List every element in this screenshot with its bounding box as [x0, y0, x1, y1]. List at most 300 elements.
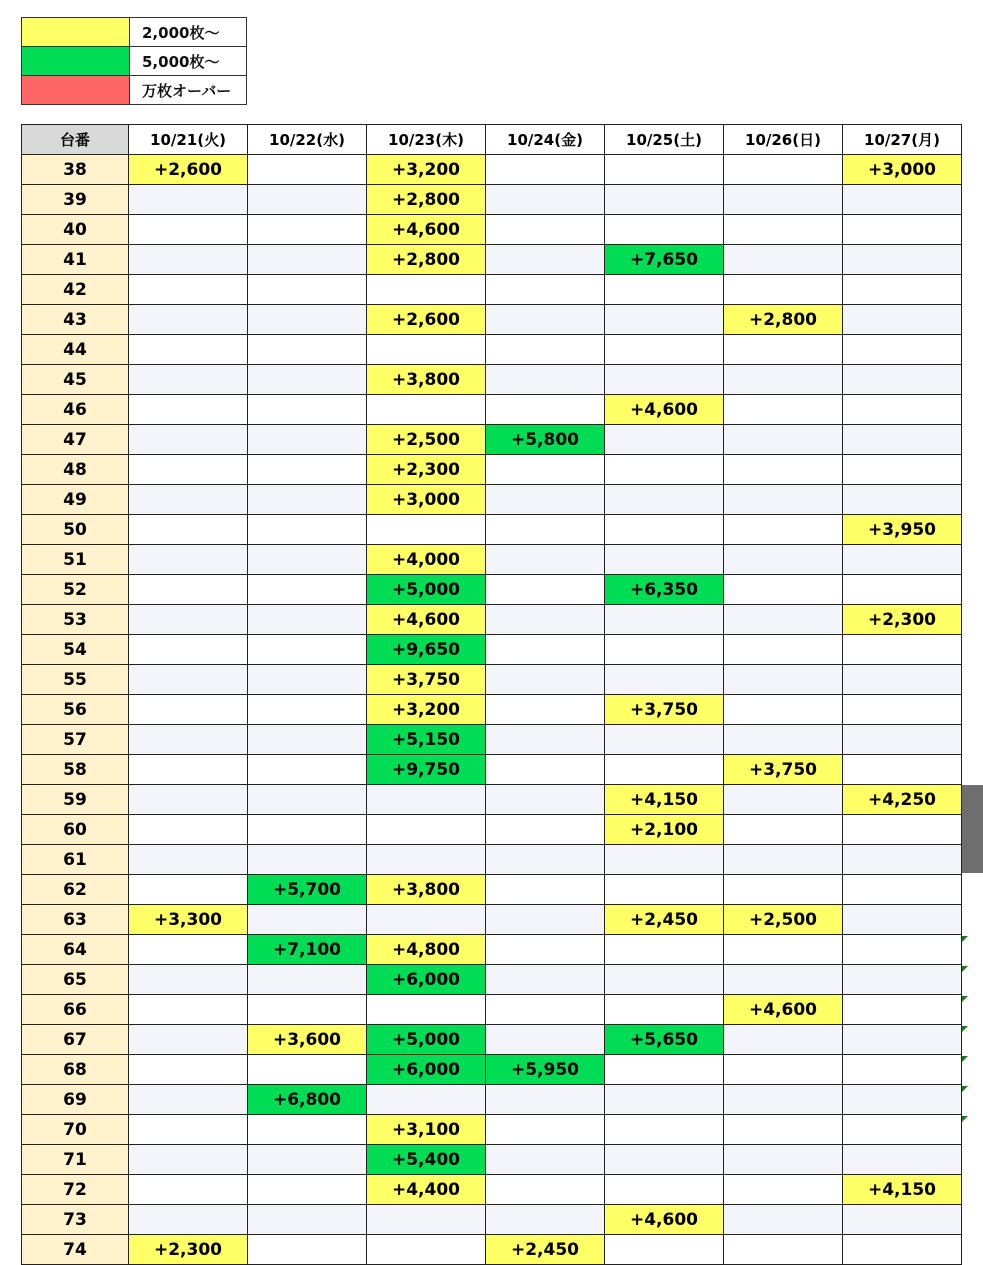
result-cell: +3,750: [605, 695, 724, 725]
result-cell: [843, 815, 962, 845]
result-cell: +9,750: [367, 755, 486, 785]
result-cell: [248, 215, 367, 245]
result-cell: [843, 755, 962, 785]
result-cell: +2,600: [367, 305, 486, 335]
date-column-header: 10/25(土): [605, 125, 724, 155]
result-cell: [129, 935, 248, 965]
result-cell: [605, 605, 724, 635]
result-cell: [248, 155, 367, 185]
result-cell: [843, 1205, 962, 1235]
result-cell: [605, 965, 724, 995]
result-cell: [248, 1145, 367, 1175]
machine-number-cell: 48: [22, 455, 129, 485]
result-cell: +2,800: [367, 245, 486, 275]
result-cell: +5,700: [248, 875, 367, 905]
result-cell: [605, 365, 724, 395]
result-cell: [129, 635, 248, 665]
machine-number-cell: 44: [22, 335, 129, 365]
result-cell: [724, 815, 843, 845]
result-cell: [129, 365, 248, 395]
result-cell: +3,200: [367, 155, 486, 185]
table-row: [22, 995, 962, 1025]
result-cell: [486, 1145, 605, 1175]
table-row: [22, 605, 962, 635]
result-cell: [724, 1025, 843, 1055]
date-column-header: 10/22(水): [248, 125, 367, 155]
result-cell: [486, 365, 605, 395]
result-cell: [724, 155, 843, 185]
machine-number-cell: 71: [22, 1145, 129, 1175]
result-cell: [724, 185, 843, 215]
result-cell: [724, 425, 843, 455]
result-cell: [248, 545, 367, 575]
result-cell: [843, 1025, 962, 1055]
result-cell: [605, 1175, 724, 1205]
table-row: [22, 635, 962, 665]
result-cell: [486, 815, 605, 845]
machine-number-cell: 67: [22, 1025, 129, 1055]
result-cell: [367, 905, 486, 935]
result-cell: [367, 395, 486, 425]
table-row: [22, 575, 962, 605]
result-cell: +3,800: [367, 875, 486, 905]
result-cell: [248, 815, 367, 845]
result-cell: +3,750: [724, 755, 843, 785]
result-cell: [843, 665, 962, 695]
result-cell: +3,950: [843, 515, 962, 545]
result-cell: [724, 515, 843, 545]
result-cell: [724, 965, 843, 995]
result-cell: [486, 695, 605, 725]
result-cell: [129, 995, 248, 1025]
result-cell: +5,650: [605, 1025, 724, 1055]
color-legend: [21, 17, 247, 105]
result-cell: [486, 755, 605, 785]
legend-row: [22, 76, 247, 105]
scrollbar-thumb[interactable]: [962, 785, 983, 873]
machine-number-cell: 53: [22, 605, 129, 635]
result-cell: [129, 665, 248, 695]
result-cell: [486, 635, 605, 665]
result-cell: +4,150: [605, 785, 724, 815]
result-cell: [486, 545, 605, 575]
result-cell: [129, 1055, 248, 1085]
result-cell: [724, 485, 843, 515]
result-cell: +5,800: [486, 425, 605, 455]
result-cell: [843, 455, 962, 485]
result-cell: +4,250: [843, 785, 962, 815]
result-cell: [605, 875, 724, 905]
result-cell: [129, 395, 248, 425]
result-cell: +3,300: [129, 905, 248, 935]
result-cell: +4,800: [367, 935, 486, 965]
result-cell: [486, 395, 605, 425]
machine-number-cell: 52: [22, 575, 129, 605]
result-cell: [724, 695, 843, 725]
cell-note-marker: [962, 1086, 968, 1092]
result-cell: [248, 455, 367, 485]
result-cell: [724, 1205, 843, 1235]
result-cell: [129, 575, 248, 605]
result-cell: [248, 185, 367, 215]
result-cell: +7,100: [248, 935, 367, 965]
result-cell: [724, 1235, 843, 1265]
result-cell: [724, 725, 843, 755]
table-row: [22, 1235, 962, 1265]
machine-number-cell: 45: [22, 365, 129, 395]
legend-label: 5,000枚〜: [130, 47, 247, 76]
result-cell: +6,800: [248, 1085, 367, 1115]
result-cell: [605, 185, 724, 215]
result-cell: +6,000: [367, 965, 486, 995]
cell-note-marker: [962, 1116, 968, 1122]
result-cell: [605, 545, 724, 575]
result-cell: [248, 785, 367, 815]
table-row: [22, 965, 962, 995]
result-cell: [486, 1085, 605, 1115]
date-column-header: 10/26(日): [724, 125, 843, 155]
result-cell: [486, 1175, 605, 1205]
result-cell: [248, 485, 367, 515]
table-row: [22, 905, 962, 935]
machine-number-cell: 74: [22, 1235, 129, 1265]
result-cell: [486, 575, 605, 605]
result-cell: [724, 605, 843, 635]
result-cell: [129, 695, 248, 725]
table-row: [22, 1205, 962, 1235]
machine-number-cell: 50: [22, 515, 129, 545]
result-cell: [248, 665, 367, 695]
result-cell: [605, 995, 724, 1025]
machine-number-cell: 38: [22, 155, 129, 185]
result-cell: [248, 605, 367, 635]
result-cell: [724, 215, 843, 245]
result-cell: [248, 695, 367, 725]
machine-number-cell: 46: [22, 395, 129, 425]
table-row: [22, 245, 962, 275]
result-cell: [843, 1085, 962, 1115]
result-cell: +2,300: [129, 1235, 248, 1265]
table-row: [22, 1025, 962, 1055]
machine-number-cell: 65: [22, 965, 129, 995]
result-cell: [843, 845, 962, 875]
table-row: [22, 725, 962, 755]
result-cell: [248, 755, 367, 785]
machine-number-cell: 57: [22, 725, 129, 755]
result-cell: [129, 215, 248, 245]
result-cell: [843, 335, 962, 365]
header-row: [22, 125, 962, 155]
table-row: [22, 455, 962, 485]
result-cell: [129, 335, 248, 365]
result-cell: [248, 995, 367, 1025]
result-cell: [486, 1115, 605, 1145]
result-cell: [605, 155, 724, 185]
result-cell: [129, 725, 248, 755]
result-cell: [605, 1235, 724, 1265]
result-cell: [129, 1025, 248, 1055]
table-row: [22, 845, 962, 875]
result-cell: [486, 875, 605, 905]
result-cell: [486, 335, 605, 365]
result-cell: [843, 545, 962, 575]
result-cell: [843, 185, 962, 215]
result-cell: [248, 305, 367, 335]
result-cell: [248, 1235, 367, 1265]
result-cell: +4,150: [843, 1175, 962, 1205]
legend-label: 万枚オーバー: [130, 76, 247, 105]
result-cell: +6,000: [367, 1055, 486, 1085]
result-cell: [605, 1055, 724, 1085]
result-cell: [724, 665, 843, 695]
result-cell: [486, 305, 605, 335]
legend-swatch: [22, 18, 130, 47]
result-cell: [129, 785, 248, 815]
result-cell: [605, 275, 724, 305]
result-cell: +5,000: [367, 575, 486, 605]
legend-label: 2,000枚〜: [130, 18, 247, 47]
result-cell: [129, 965, 248, 995]
result-cell: [248, 395, 367, 425]
cell-note-marker: [962, 996, 968, 1002]
result-cell: [724, 1145, 843, 1175]
result-cell: [486, 1205, 605, 1235]
result-cell: +2,450: [486, 1235, 605, 1265]
result-cell: [605, 455, 724, 485]
result-cell: +4,600: [724, 995, 843, 1025]
table-row: [22, 155, 962, 185]
machine-number-cell: 42: [22, 275, 129, 305]
result-cell: [129, 1115, 248, 1145]
result-cell: [129, 185, 248, 215]
result-cell: [129, 275, 248, 305]
result-cell: +3,000: [367, 485, 486, 515]
result-cell: [248, 335, 367, 365]
result-cell: [724, 1055, 843, 1085]
result-cell: +2,300: [843, 605, 962, 635]
result-cell: +2,800: [724, 305, 843, 335]
table-row: [22, 755, 962, 785]
result-cell: [248, 635, 367, 665]
results-table: [21, 124, 962, 1265]
result-cell: +4,600: [367, 215, 486, 245]
result-cell: [248, 1175, 367, 1205]
result-cell: [843, 875, 962, 905]
machine-number-cell: 55: [22, 665, 129, 695]
result-cell: [724, 575, 843, 605]
table-row: [22, 275, 962, 305]
table-row: [22, 1175, 962, 1205]
result-cell: [724, 395, 843, 425]
result-cell: [843, 965, 962, 995]
result-cell: [843, 245, 962, 275]
result-cell: [486, 455, 605, 485]
result-cell: [843, 485, 962, 515]
legend-swatch: [22, 47, 130, 76]
result-cell: [486, 725, 605, 755]
machine-number-cell: 49: [22, 485, 129, 515]
machine-number-cell: 66: [22, 995, 129, 1025]
table-row: [22, 515, 962, 545]
result-cell: [129, 875, 248, 905]
machine-number-cell: 59: [22, 785, 129, 815]
result-cell: [129, 545, 248, 575]
machine-number-cell: 64: [22, 935, 129, 965]
result-cell: +4,400: [367, 1175, 486, 1205]
machine-number-cell: 62: [22, 875, 129, 905]
result-cell: [843, 905, 962, 935]
table-row: [22, 1115, 962, 1145]
result-cell: +3,800: [367, 365, 486, 395]
result-cell: [605, 725, 724, 755]
result-cell: [129, 455, 248, 485]
result-cell: [843, 935, 962, 965]
result-cell: [605, 845, 724, 875]
result-cell: [129, 845, 248, 875]
table-row: [22, 185, 962, 215]
machine-number-cell: 43: [22, 305, 129, 335]
machine-number-cell: 72: [22, 1175, 129, 1205]
result-cell: [486, 1025, 605, 1055]
result-cell: [129, 1205, 248, 1235]
machine-number-cell: 58: [22, 755, 129, 785]
result-cell: [248, 245, 367, 275]
table-row: [22, 665, 962, 695]
result-cell: [724, 875, 843, 905]
result-cell: [724, 785, 843, 815]
result-cell: +6,350: [605, 575, 724, 605]
result-cell: [605, 635, 724, 665]
result-cell: [248, 725, 367, 755]
result-cell: [724, 1115, 843, 1145]
result-cell: +3,200: [367, 695, 486, 725]
result-cell: [486, 935, 605, 965]
result-cell: [367, 815, 486, 845]
result-cell: [367, 785, 486, 815]
machine-number-cell: 54: [22, 635, 129, 665]
result-cell: [129, 605, 248, 635]
result-cell: [248, 1205, 367, 1235]
result-cell: [248, 1115, 367, 1145]
result-cell: [367, 995, 486, 1025]
result-cell: [486, 275, 605, 305]
result-cell: [605, 425, 724, 455]
result-cell: [605, 305, 724, 335]
result-cell: [843, 635, 962, 665]
legend-row: [22, 18, 247, 47]
machine-number-cell: 73: [22, 1205, 129, 1235]
result-cell: [248, 965, 367, 995]
result-cell: [367, 275, 486, 305]
result-cell: [129, 1175, 248, 1205]
result-cell: [486, 485, 605, 515]
result-cell: [724, 635, 843, 665]
machine-number-cell: 39: [22, 185, 129, 215]
result-cell: [843, 575, 962, 605]
result-cell: [248, 365, 367, 395]
table-row: [22, 695, 962, 725]
result-cell: [486, 965, 605, 995]
result-cell: [724, 1175, 843, 1205]
result-cell: [843, 995, 962, 1025]
result-cell: [129, 485, 248, 515]
machine-number-cell: 40: [22, 215, 129, 245]
result-cell: +2,600: [129, 155, 248, 185]
result-cell: [486, 245, 605, 275]
machine-number-cell: 51: [22, 545, 129, 575]
result-cell: [129, 755, 248, 785]
result-cell: [843, 425, 962, 455]
table-row: [22, 305, 962, 335]
result-cell: +2,100: [605, 815, 724, 845]
table-row: [22, 395, 962, 425]
machine-number-cell: 63: [22, 905, 129, 935]
result-cell: [129, 305, 248, 335]
result-cell: [486, 665, 605, 695]
result-cell: [248, 845, 367, 875]
date-column-header: 10/27(月): [843, 125, 962, 155]
date-column-header: 10/21(火): [129, 125, 248, 155]
result-cell: [605, 755, 724, 785]
result-cell: [129, 1085, 248, 1115]
result-cell: [605, 935, 724, 965]
result-cell: [605, 215, 724, 245]
result-cell: +3,600: [248, 1025, 367, 1055]
date-column-header: 10/24(金): [486, 125, 605, 155]
result-cell: +2,300: [367, 455, 486, 485]
result-cell: +4,600: [605, 1205, 724, 1235]
machine-number-cell: 41: [22, 245, 129, 275]
result-cell: [486, 155, 605, 185]
result-cell: [843, 695, 962, 725]
machine-number-cell: 68: [22, 1055, 129, 1085]
result-cell: [129, 1145, 248, 1175]
machine-number-cell: 69: [22, 1085, 129, 1115]
result-cell: [843, 1145, 962, 1175]
result-cell: +3,000: [843, 155, 962, 185]
result-cell: [724, 335, 843, 365]
result-cell: [486, 515, 605, 545]
result-cell: [605, 1115, 724, 1145]
result-cell: [248, 575, 367, 605]
result-cell: +5,950: [486, 1055, 605, 1085]
result-cell: +2,800: [367, 185, 486, 215]
result-cell: [486, 905, 605, 935]
result-cell: [367, 1085, 486, 1115]
machine-number-cell: 70: [22, 1115, 129, 1145]
table-row: [22, 545, 962, 575]
result-cell: [248, 425, 367, 455]
table-row: [22, 485, 962, 515]
result-cell: [248, 1055, 367, 1085]
result-cell: [843, 305, 962, 335]
date-column-header: 10/23(木): [367, 125, 486, 155]
table-row: [22, 335, 962, 365]
result-cell: [724, 245, 843, 275]
result-cell: +3,750: [367, 665, 486, 695]
result-cell: [367, 335, 486, 365]
table-row: [22, 1055, 962, 1085]
cell-note-marker: [962, 1026, 968, 1032]
result-cell: [843, 395, 962, 425]
result-cell: +4,600: [367, 605, 486, 635]
result-cell: [367, 845, 486, 875]
table-row: [22, 365, 962, 395]
result-cell: [605, 665, 724, 695]
result-cell: [724, 365, 843, 395]
machine-number-header: 台番: [22, 125, 129, 155]
legend-row: [22, 47, 247, 76]
